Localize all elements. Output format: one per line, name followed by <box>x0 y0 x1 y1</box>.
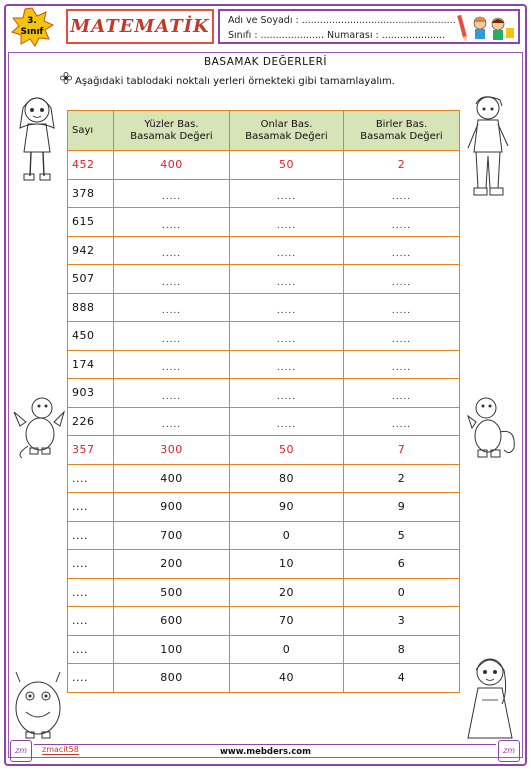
cell-ones[interactable]: ..... <box>344 350 460 379</box>
table-row <box>68 236 460 265</box>
cell-number[interactable]: .... <box>68 521 114 550</box>
footer-divider <box>34 744 496 745</box>
cell-ones: 6 <box>344 550 460 579</box>
cell-tens: 50 <box>230 151 344 180</box>
header-ones <box>344 111 460 151</box>
cell-tens[interactable]: ..... <box>230 208 344 237</box>
cell-number: 507 <box>68 265 114 294</box>
cell-hundreds: 900 <box>114 493 230 522</box>
place-value-table <box>67 110 460 693</box>
cell-ones: 9 <box>344 493 460 522</box>
cell-tens: 80 <box>230 464 344 493</box>
cell-ones: 7 <box>344 436 460 465</box>
cell-hundreds: 500 <box>114 578 230 607</box>
table-row <box>68 379 460 408</box>
cell-tens[interactable]: ..... <box>230 350 344 379</box>
cell-tens: 90 <box>230 493 344 522</box>
header-tens-line2: Basamak Değeri <box>245 130 328 142</box>
cell-number: 888 <box>68 293 114 322</box>
cell-hundreds: 100 <box>114 635 230 664</box>
cell-number: 450 <box>68 322 114 351</box>
section-title: BASAMAK DEĞERLERİ <box>203 56 328 68</box>
cell-hundreds: 300 <box>114 436 230 465</box>
header-number <box>68 111 114 151</box>
boy-character-icon <box>462 92 514 198</box>
cell-ones: 3 <box>344 607 460 636</box>
cell-ones[interactable]: ..... <box>344 407 460 436</box>
table-row <box>68 208 460 237</box>
cell-tens: 10 <box>230 550 344 579</box>
class-number-field[interactable]: Sınıfı : ..................... Numarası : ..................... <box>228 30 446 41</box>
cell-ones[interactable]: ..... <box>344 322 460 351</box>
cell-hundreds[interactable]: ..... <box>114 208 230 237</box>
grade-badge <box>10 7 54 47</box>
instruction-text: Aşağıdaki tablodaki noktalı yerleri örnekteki gibi tamamlayalım. <box>75 76 395 87</box>
cell-hundreds[interactable]: ..... <box>114 236 230 265</box>
cell-ones[interactable]: ..... <box>344 236 460 265</box>
header-tens <box>230 111 344 151</box>
subject-title-box <box>66 9 214 44</box>
dragon-left-icon <box>12 392 66 458</box>
cell-hundreds: 200 <box>114 550 230 579</box>
cell-number[interactable]: .... <box>68 550 114 579</box>
cell-tens[interactable]: ..... <box>230 379 344 408</box>
grade-word: Sınıf <box>20 27 44 37</box>
table-row <box>68 521 460 550</box>
cell-hundreds: 400 <box>114 151 230 180</box>
cell-tens[interactable]: ..... <box>230 293 344 322</box>
cell-number: 226 <box>68 407 114 436</box>
table-row <box>68 151 460 180</box>
table-row <box>68 407 460 436</box>
student-info-box <box>218 9 520 44</box>
grade-number: 3. <box>27 16 37 26</box>
cell-hundreds: 400 <box>114 464 230 493</box>
cell-tens: 70 <box>230 607 344 636</box>
cell-number[interactable]: .... <box>68 664 114 693</box>
table-row <box>68 664 460 693</box>
cell-hundreds[interactable]: ..... <box>114 293 230 322</box>
cell-number: 452 <box>68 151 114 180</box>
table-row <box>68 293 460 322</box>
cell-hundreds[interactable]: ..... <box>114 379 230 408</box>
cell-tens[interactable]: ..... <box>230 322 344 351</box>
princess-character-icon <box>462 652 518 740</box>
monster-character-icon <box>10 668 66 740</box>
table-row <box>68 179 460 208</box>
cell-number[interactable]: .... <box>68 607 114 636</box>
table-row <box>68 436 460 465</box>
cell-number[interactable]: .... <box>68 635 114 664</box>
table-row <box>68 550 460 579</box>
cell-ones[interactable]: ..... <box>344 208 460 237</box>
cell-tens: 0 <box>230 635 344 664</box>
cell-tens: 40 <box>230 664 344 693</box>
table-row <box>68 322 460 351</box>
table-row <box>68 464 460 493</box>
cell-ones: 5 <box>344 521 460 550</box>
dragon-right-icon <box>464 392 518 462</box>
header-ones-line1: Birler Bas. <box>375 118 428 130</box>
cell-tens: 50 <box>230 436 344 465</box>
cell-number: 357 <box>68 436 114 465</box>
cell-number: 378 <box>68 179 114 208</box>
cell-number: 174 <box>68 350 114 379</box>
header-tens-line1: Onlar Bas. <box>260 118 313 130</box>
cell-hundreds: 800 <box>114 664 230 693</box>
table-header-row <box>68 111 460 151</box>
cell-hundreds[interactable]: ..... <box>114 179 230 208</box>
header-ones-line2: Basamak Değeri <box>360 130 443 142</box>
website-link[interactable]: www.mebders.com <box>219 747 311 757</box>
cell-number: 942 <box>68 236 114 265</box>
cell-hundreds: 600 <box>114 607 230 636</box>
table-body <box>68 151 460 693</box>
table-row <box>68 578 460 607</box>
girl-character-icon <box>14 92 60 182</box>
cell-ones: 2 <box>344 464 460 493</box>
cell-tens[interactable]: ..... <box>230 407 344 436</box>
grade-label <box>10 16 54 38</box>
cell-ones: 8 <box>344 635 460 664</box>
cell-ones[interactable]: ..... <box>344 293 460 322</box>
cell-ones: 2 <box>344 151 460 180</box>
cell-number: 615 <box>68 208 114 237</box>
subject-title: MATEMATİK <box>70 16 210 37</box>
kids-pencil-icon <box>456 12 516 42</box>
author-tag: zmacit58 <box>42 745 79 754</box>
instruction <box>60 72 395 87</box>
cell-tens: 0 <box>230 521 344 550</box>
table-row <box>68 265 460 294</box>
cell-tens[interactable]: ..... <box>230 179 344 208</box>
cell-ones[interactable]: ..... <box>344 179 460 208</box>
cell-number: 903 <box>68 379 114 408</box>
cell-ones: 4 <box>344 664 460 693</box>
cell-hundreds[interactable]: ..... <box>114 407 230 436</box>
table-row <box>68 350 460 379</box>
name-field[interactable]: Adı ve Soyadı : ................................................... <box>228 15 456 26</box>
cell-ones[interactable]: ..... <box>344 265 460 294</box>
cell-number[interactable]: .... <box>68 464 114 493</box>
cell-number[interactable]: .... <box>68 578 114 607</box>
header-hundreds-line2: Basamak Değeri <box>130 130 213 142</box>
cell-hundreds: 700 <box>114 521 230 550</box>
header-hundreds-line1: Yüzler Bas. <box>144 118 199 130</box>
corner-mark-right: zm <box>498 740 520 762</box>
cell-number[interactable]: .... <box>68 493 114 522</box>
flower-bullet-icon <box>60 72 72 84</box>
table-row <box>68 493 460 522</box>
cell-hundreds[interactable]: ..... <box>114 350 230 379</box>
cell-tens[interactable]: ..... <box>230 236 344 265</box>
table-row <box>68 607 460 636</box>
table-row <box>68 635 460 664</box>
cell-hundreds[interactable]: ..... <box>114 265 230 294</box>
corner-mark-left: zm <box>10 740 32 762</box>
cell-tens: 20 <box>230 578 344 607</box>
cell-ones[interactable]: ..... <box>344 379 460 408</box>
cell-hundreds[interactable]: ..... <box>114 322 230 351</box>
header-number-label: Sayı <box>72 124 94 136</box>
header-hundreds <box>114 111 230 151</box>
cell-tens[interactable]: ..... <box>230 265 344 294</box>
cell-ones: 0 <box>344 578 460 607</box>
